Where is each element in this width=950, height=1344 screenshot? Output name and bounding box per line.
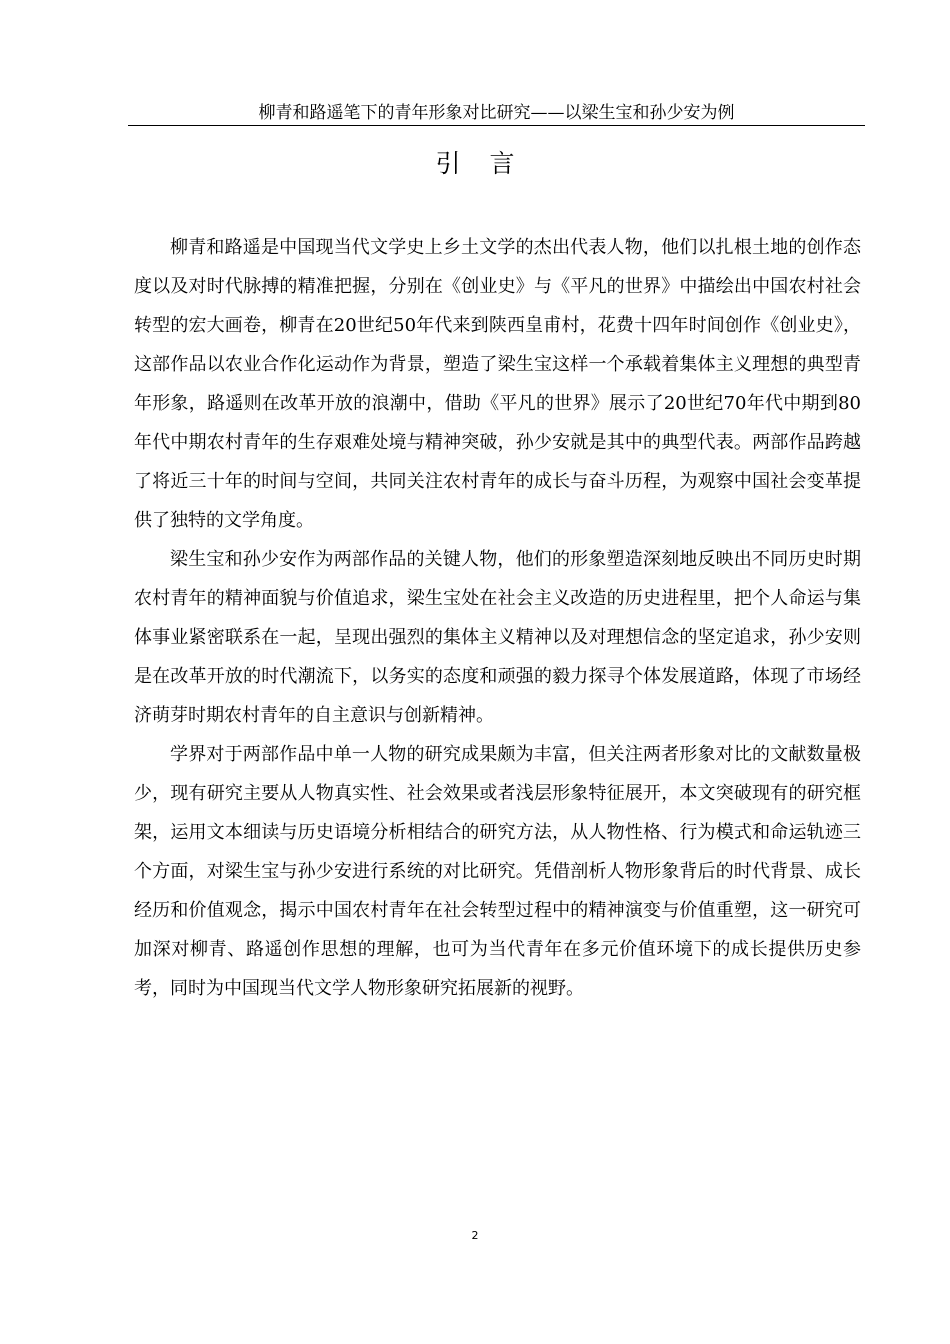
- paragraph: 学界对于两部作品中单一人物的研究成果颇为丰富，但关注两者形象对比的文献数量极少，现有研究主要从人物真实性、社会效果或者浅层形象特征展开，本文突破现有的研究框架，运用文本细读与历史语境分析相结合的研究方法，从人物性格、行为模式和命运轨迹三个方面，对梁生宝与孙少安进行系统的对比研究。凭借剖析人物形象背后的时代背景、成长经历和价值观念，揭示中国农村青年在社会转型过程中的精神演变与价值重塑，这一研究可加深对柳青、路遥创作思想的理解，也可为当代青年在多元价值环境下的成长提供历史参考，同时为中国现当代文学人物形象研究拓展新的视野。: [134, 744, 861, 999]
- body-text: [134, 228, 861, 1008]
- running-header: 柳青和路遥笔下的青年形象对比研究——以梁生宝和孙少安为例: [128, 101, 865, 126]
- paragraph: 柳青和路遥是中国现当代文学史上乡土文学的杰出代表人物，他们以扎根土地的创作态度以及对时代脉搏的精准把握，分别在《创业史》与《平凡的世界》中描绘出中国农村社会转型的宏大画卷，柳青在20世纪50年代来到陕西皇甫村，花费十四年时间创作《创业史》，这部作品以农业合作化运动作为背景，塑造了梁生宝这样一个承载着集体主义理想的典型青年形象，路遥则在改革开放的浪潮中，借助《平凡的世界》展示了20世纪70年代中期到80年代中期农村青年的生存艰难处境与精神突破，孙少安就是其中的典型代表。两部作品跨越了将近三十年的时间与空间，共同关注农村青年的成长与奋斗历程，为观察中国社会变革提供了独特的文学角度。: [134, 237, 861, 531]
- page-number: 2: [471, 1229, 479, 1242]
- page-title: 引言: [435, 149, 544, 178]
- paragraph: 梁生宝和孙少安作为两部作品的关键人物，他们的形象塑造深刻地反映出不同历史时期农村青年的精神面貌与价值追求，梁生宝处在社会主义改造的历史进程里，把个人命运与集体事业紧密联系在一起，呈现出强烈的集体主义精神以及对理想信念的坚定追求，孙少安则是在改革开放的时代潮流下，以务实的态度和顽强的毅力探寻个体发展道路，体现了市场经济萌芽时期农村青年的自主意识与创新精神。: [134, 549, 861, 726]
